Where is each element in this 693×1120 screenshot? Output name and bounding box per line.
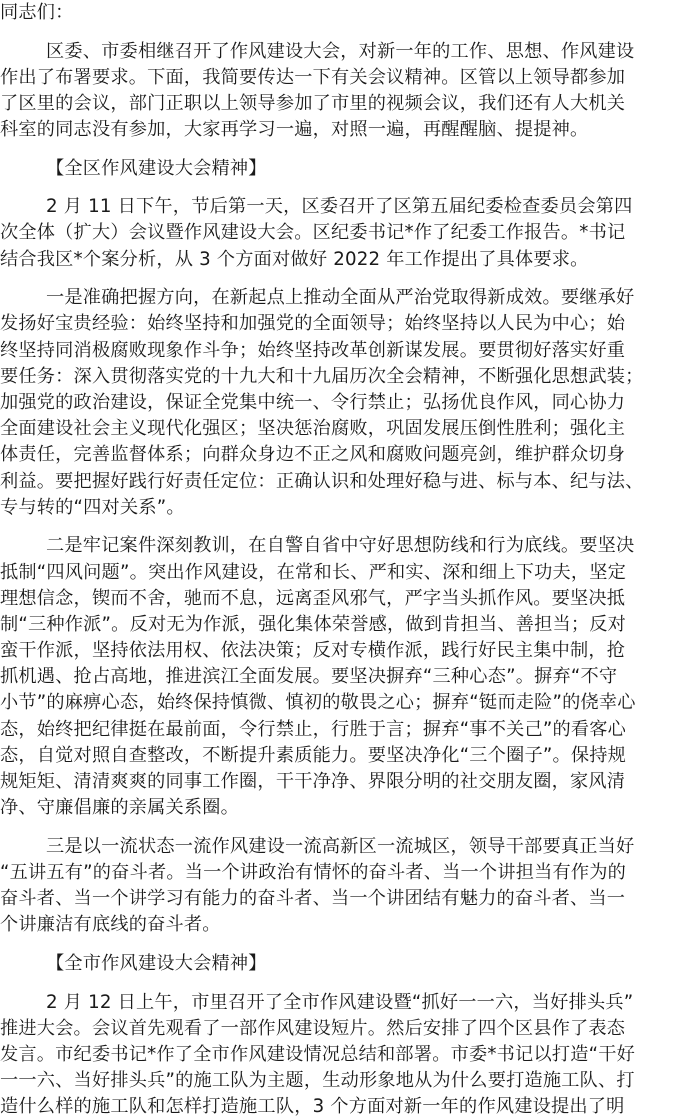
paragraph-line: 态，始终把纪律挺在最前面，令行禁止，行胜于言；摒弃“事不关己”的看客心 — [0, 718, 627, 740]
paragraph-line: 三是以一流状态一流作风建设一流高新区一流城区，领导干部要真正当好 — [46, 835, 635, 857]
paragraph-line: 结合我区*个案分析，从 3 个方面对做好 2022 年工作提出了具体要求。 — [0, 248, 589, 270]
paragraph-point-two — [0, 521, 693, 821]
paragraph-city-meeting — [0, 977, 693, 1120]
paragraph-line: 2 月 12 日上午，市里召开了全市作风建设暨“抓好一一六，当好排头兵” — [46, 991, 634, 1013]
section-heading-district — [0, 143, 693, 182]
paragraph-intro — [0, 26, 693, 143]
greeting: 同志们： — [0, 2, 74, 23]
paragraph-line: “五讲五有”的奋斗者。当一个讲政治有情怀的奋斗者、当一个讲担当有作为的 — [0, 861, 627, 883]
paragraph-line: 一是准确把握方向，在新起点上推动全面从严治党取得新成效。要继承好 — [46, 287, 635, 309]
paragraph-point-one — [0, 273, 693, 521]
paragraph-line: 专与转的“四对关系”。 — [0, 496, 185, 518]
paragraph-line: 理想信念，锲而不舍，驰而不息，远离歪风邪气，严字当头抓作风。要坚决抵 — [0, 587, 626, 609]
paragraph-line: 奋斗者、当一个讲学习有能力的奋斗者、当一个讲团结有魅力的奋斗者、当一 — [0, 888, 626, 910]
paragraph-line: 净、守廉倡廉的亲属关系圈。 — [0, 797, 240, 819]
paragraph-line: 抵制“四风问题”。突出作风建设，在常和长、严和实、深和细上下功夫，坚定 — [0, 561, 627, 583]
paragraph-line: 要任务：深入贯彻落实党的十九大和十九届历次全会精神，不断强化思想武装； — [0, 365, 644, 387]
paragraph-line: 发扬好宝贵经验：始终坚持和加强党的全面领导；始终坚持以人民为中心；始 — [0, 313, 626, 335]
paragraph-district-meeting — [0, 182, 693, 273]
section-heading: 【全区作风建设大会精神】 — [46, 157, 267, 179]
paragraph-line: 加强党的政治建设，保证全党集中统一、令行禁止；弘扬优良作风，同心协力 — [0, 392, 626, 413]
paragraph-line: 发言。市纪委书记*作了全市作风建设情况总结和部署。市委*书记以打造“干好 — [0, 1043, 635, 1065]
paragraph-line: 造什么样的施工队和怎样打造施工队，3 个方面对新一年的作风建设提出了明 — [0, 1096, 625, 1118]
paragraph-line: 2 月 11 日下午，节后第一天，区委召开了区第五届纪委检查委员会第四 — [46, 196, 633, 218]
paragraph-line: 终坚持同消极腐败现象作斗争；始终坚持改革创新谋发展。要贯彻好落实好重 — [0, 339, 626, 361]
paragraph-line: 了区里的会议，部门正职以上领导参加了市里的视频会议，我们还有人大机关 — [0, 92, 626, 114]
paragraph-line: 全面建设社会主义现代化强区；坚决惩治腐败，巩固发展压倒性胜利；强化主 — [0, 418, 626, 440]
paragraph-line: 利益。要把握好践行好责任定位：正确认识和处理好稳与进、标与本、纪与法、 — [0, 470, 644, 492]
paragraph-line: 个讲廉洁有底线的奋斗者。 — [0, 914, 221, 936]
paragraph-line: 次全体（扩大）会议暨作风建设大会。区纪委书记*作了纪委工作报告。*书记 — [0, 222, 626, 244]
paragraph-line: 抓机遇、抢占高地，推进滨江全面发展。要坚决摒弃“三种心态”。摒弃“不守 — [0, 666, 618, 688]
paragraph-line: 二是牢记案件深刻教训，在自警自省中守好思想防线和行为底线。要坚决 — [46, 535, 635, 557]
paragraph-line: 一一六、当好排头兵”的施工队为主题，生动形象地从为什么要打造施工队、打 — [0, 1070, 635, 1092]
section-heading-city — [0, 939, 693, 978]
paragraph-line: 蛮干作派，坚持依法用权、依法决策；反对专横作派，践行好民主集中制，抢 — [0, 640, 626, 662]
paragraph-point-three — [0, 821, 693, 938]
paragraph-line: 推进大会。会议首先观看了一部作风建设短片。然后安排了四个区县作了表态 — [0, 1017, 626, 1039]
paragraph-line: 规矩矩、清清爽爽的同事工作圈，干干净净、界限分明的社交朋友圈，家风清 — [0, 771, 626, 793]
paragraph-line: 作出了布署要求。下面，我简要传达一下有关会议精神。区管以上领导都参加 — [0, 66, 626, 88]
section-heading: 【全市作风建设大会精神】 — [46, 952, 267, 974]
paragraph-line: 区委、市委相继召开了作风建设大会，对新一年的工作、思想、作风建设 — [46, 40, 635, 62]
paragraph-line: 态，自觉对照自查整改，不断提升素质能力。要坚决净化“三个圈子”。保持规 — [0, 744, 627, 766]
paragraph-line: 制“三种作派”。反对无为作派，强化集体荣誉感，做到肯担当、善担当；反对 — [0, 613, 627, 635]
paragraph-line: 小节”的麻痹心态，始终保持慎微、慎初的敬畏之心；摒弃“铤而走险”的侥幸心 — [0, 692, 636, 714]
paragraph-line: 科室的同志没有参加，大家再学习一遍，对照一遍，再醒醒脑、提提神。 — [0, 119, 589, 141]
paragraph-line: 体责任，完善监督体系；向群众身边不正之风和腐败问题亮剑，维护群众切身 — [0, 444, 626, 466]
